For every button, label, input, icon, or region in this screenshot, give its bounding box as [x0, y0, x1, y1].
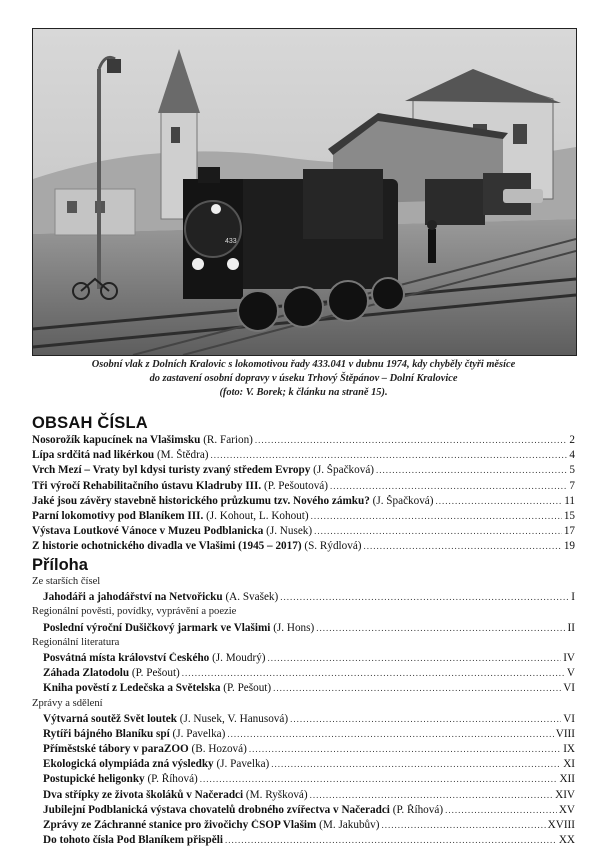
item-page: VIII [555, 727, 575, 740]
dot-leader [376, 465, 567, 475]
contents-item[interactable] [32, 464, 575, 479]
item-title: Jubilejní Podblanická výstava chovatelů drobného zvířectva v Načeradci [43, 803, 390, 816]
appendix-item[interactable] [32, 682, 575, 697]
dot-leader [316, 623, 565, 633]
item-title: Jaké jsou závěry stavebně historického průzkumu tzv. Nového zámku? [32, 494, 370, 507]
item-author: (M. Ryšková) [245, 788, 308, 801]
appendix-item[interactable] [32, 652, 575, 667]
item-title: Příměstské tábory v paraZOO [43, 743, 189, 756]
item-author: (A. Svašek) [225, 591, 279, 604]
item-page: 15 [563, 509, 575, 522]
dot-leader [255, 435, 568, 445]
item-title: Poslední výroční Dušičkový jarmark ve Vlašimi [43, 621, 271, 634]
item-author: (M. Jakubův) [319, 819, 380, 831]
dot-leader [273, 683, 561, 693]
appendix-item[interactable] [32, 713, 575, 728]
item-title: Do tohoto čísla Pod Blaníkem přispěli [43, 834, 223, 847]
dot-leader [381, 820, 545, 830]
svg-text:433: 433 [225, 238, 237, 245]
dot-leader [310, 790, 553, 800]
section-label: Regionální literatura [32, 636, 120, 648]
dot-leader [436, 496, 563, 506]
dot-leader [249, 744, 561, 754]
item-author: (J. Kohout, L. Kohout) [206, 509, 309, 522]
item-page: 7 [569, 479, 575, 492]
item-page: 17 [563, 525, 575, 538]
contents-item[interactable] [32, 495, 575, 510]
dot-leader [290, 714, 561, 724]
appendix-item[interactable] [32, 743, 575, 758]
item-author: (P. Pešout) [131, 667, 180, 680]
section-label: Ze starších čísel [32, 576, 101, 587]
dot-leader [227, 729, 553, 739]
item-page: II [567, 621, 575, 634]
appendix-item[interactable] [32, 819, 575, 834]
item-title: Výtvarná soutěž Svět loutek [43, 712, 177, 725]
dot-leader [364, 541, 562, 551]
appendix-list [32, 576, 575, 849]
item-author: (J. Pavelka) [216, 758, 270, 771]
appendix-item[interactable] [32, 834, 575, 849]
dot-leader [330, 481, 567, 491]
item-page: I [571, 591, 575, 604]
cover-photo [32, 28, 577, 356]
item-page: 5 [569, 464, 575, 477]
section-label: Zprávy a sdělení [32, 697, 103, 709]
item-author: (J. Moudrý) [212, 651, 266, 664]
item-page: XII [559, 773, 575, 786]
contents-heading: OBSAH ČÍSLA [32, 414, 148, 432]
caption-line-3: (foto: V. Borek; k článku na straně 15). [219, 387, 388, 398]
appendix-item[interactable] [32, 789, 575, 804]
item-title: Lípa srdčitá nad likérkou [32, 449, 155, 462]
item-title: Vrch Mezí – Vraty byl kdysi turisty zvaný středem Evropy [32, 464, 311, 477]
contents-item[interactable] [32, 525, 575, 540]
item-title: Zprávy ze Záchranné stanice pro živočichy ČSOP Vlašim [43, 819, 317, 831]
item-title: Posvátná místa království Českého [43, 651, 210, 664]
item-title: Parní lokomotivy pod Blaníkem III. [32, 509, 204, 522]
item-title: Tři výročí Rehabilitačního ústavu Kladruby III. [32, 479, 262, 492]
item-title: Výstava Loutkové Vánoce v Muzeu Podblanicka [32, 525, 264, 538]
locomotive-photo [33, 29, 576, 355]
dot-leader [445, 805, 557, 815]
contents-item[interactable] [32, 434, 575, 449]
item-page: XX [558, 834, 575, 847]
item-title: Nosorožík kapucínek na Vlašimsku [32, 434, 201, 446]
dot-leader [200, 774, 558, 784]
item-title: Kniha pověstí z Ledečska a Světelska [43, 682, 221, 695]
contents-item[interactable] [32, 510, 575, 525]
dot-leader [314, 526, 562, 536]
item-page: 19 [563, 540, 575, 553]
item-author: (J. Nusek) [266, 525, 313, 538]
item-page: XVIII [547, 819, 575, 831]
contents-list [32, 434, 575, 556]
item-title: Ekologická olympiáda zná výsledky [43, 758, 214, 771]
item-page: VI [563, 682, 575, 695]
item-author: (J. Nusek, V. Hanusová) [179, 712, 289, 725]
dot-leader [268, 653, 562, 663]
item-page: IX [563, 743, 575, 756]
dot-leader [311, 511, 562, 521]
caption-line-2: do zastavení osobní dopravy v úseku Trhový Štěpánov – Dolní Kralovice [149, 373, 458, 384]
section-label: Regionální pověsti, povídky, vyprávění a poezie [32, 606, 237, 618]
item-author: (P. Říhová) [147, 773, 198, 786]
item-page: VI [563, 712, 575, 725]
item-page: 11 [564, 494, 575, 507]
item-title: Jahodáři a jahodářství na Netvořicku [43, 591, 223, 604]
item-author: (R. Farion) [203, 434, 253, 446]
appendix-item[interactable] [32, 667, 575, 682]
item-page: XIV [555, 788, 575, 801]
item-author: (M. Štědra) [156, 449, 209, 462]
dot-leader [211, 450, 568, 460]
appendix-item[interactable] [32, 758, 575, 773]
item-page: XV [558, 803, 575, 816]
item-author: (J. Špačková) [313, 464, 375, 477]
contents-item[interactable] [32, 480, 575, 495]
dot-leader [182, 668, 565, 678]
appendix-item[interactable] [32, 622, 575, 637]
item-author: (P. Říhová) [392, 803, 444, 816]
dot-leader [225, 835, 557, 845]
contents-item[interactable] [32, 449, 575, 464]
item-page: XI [563, 758, 575, 771]
dot-leader [280, 592, 569, 602]
dot-leader [271, 759, 561, 769]
photo-caption [32, 358, 575, 400]
appendix-heading: Příloha [32, 556, 88, 574]
item-title: Z historie ochotnického divadla ve Vlašimi (1945 – 2017) [32, 540, 302, 553]
item-author: (J. Hons) [273, 621, 315, 634]
appendix-item[interactable] [32, 591, 575, 606]
item-author: (P. Pešout) [223, 682, 272, 695]
contents-item[interactable] [32, 540, 575, 555]
item-title: Rytíři bájného Blaníku spí [43, 727, 170, 740]
item-author: (S. Rýdlová) [304, 540, 362, 553]
item-title: Záhada Zlatodolu [43, 667, 130, 680]
item-page: IV [563, 651, 575, 664]
item-page: 4 [569, 449, 575, 462]
item-title: Dva střípky ze života školáků v Načeradci [43, 788, 244, 801]
item-author: (J. Pavelka) [172, 727, 226, 740]
item-author: (P. Pešoutová) [263, 479, 328, 492]
item-page: 2 [569, 434, 575, 446]
appendix-item[interactable] [32, 728, 575, 743]
appendix-item[interactable] [32, 773, 575, 788]
appendix-item[interactable] [32, 804, 575, 819]
caption-line-1: Osobní vlak z Dolních Kralovic s lokomotivou řady 433.041 v dubnu 1974, kdy chyběly čtyři měsíce [91, 359, 516, 370]
item-title: Postupické heligonky [43, 773, 145, 786]
item-author: (B. Hozová) [191, 743, 247, 756]
item-page: V [566, 667, 575, 680]
item-author: (J. Špačková) [372, 494, 434, 507]
